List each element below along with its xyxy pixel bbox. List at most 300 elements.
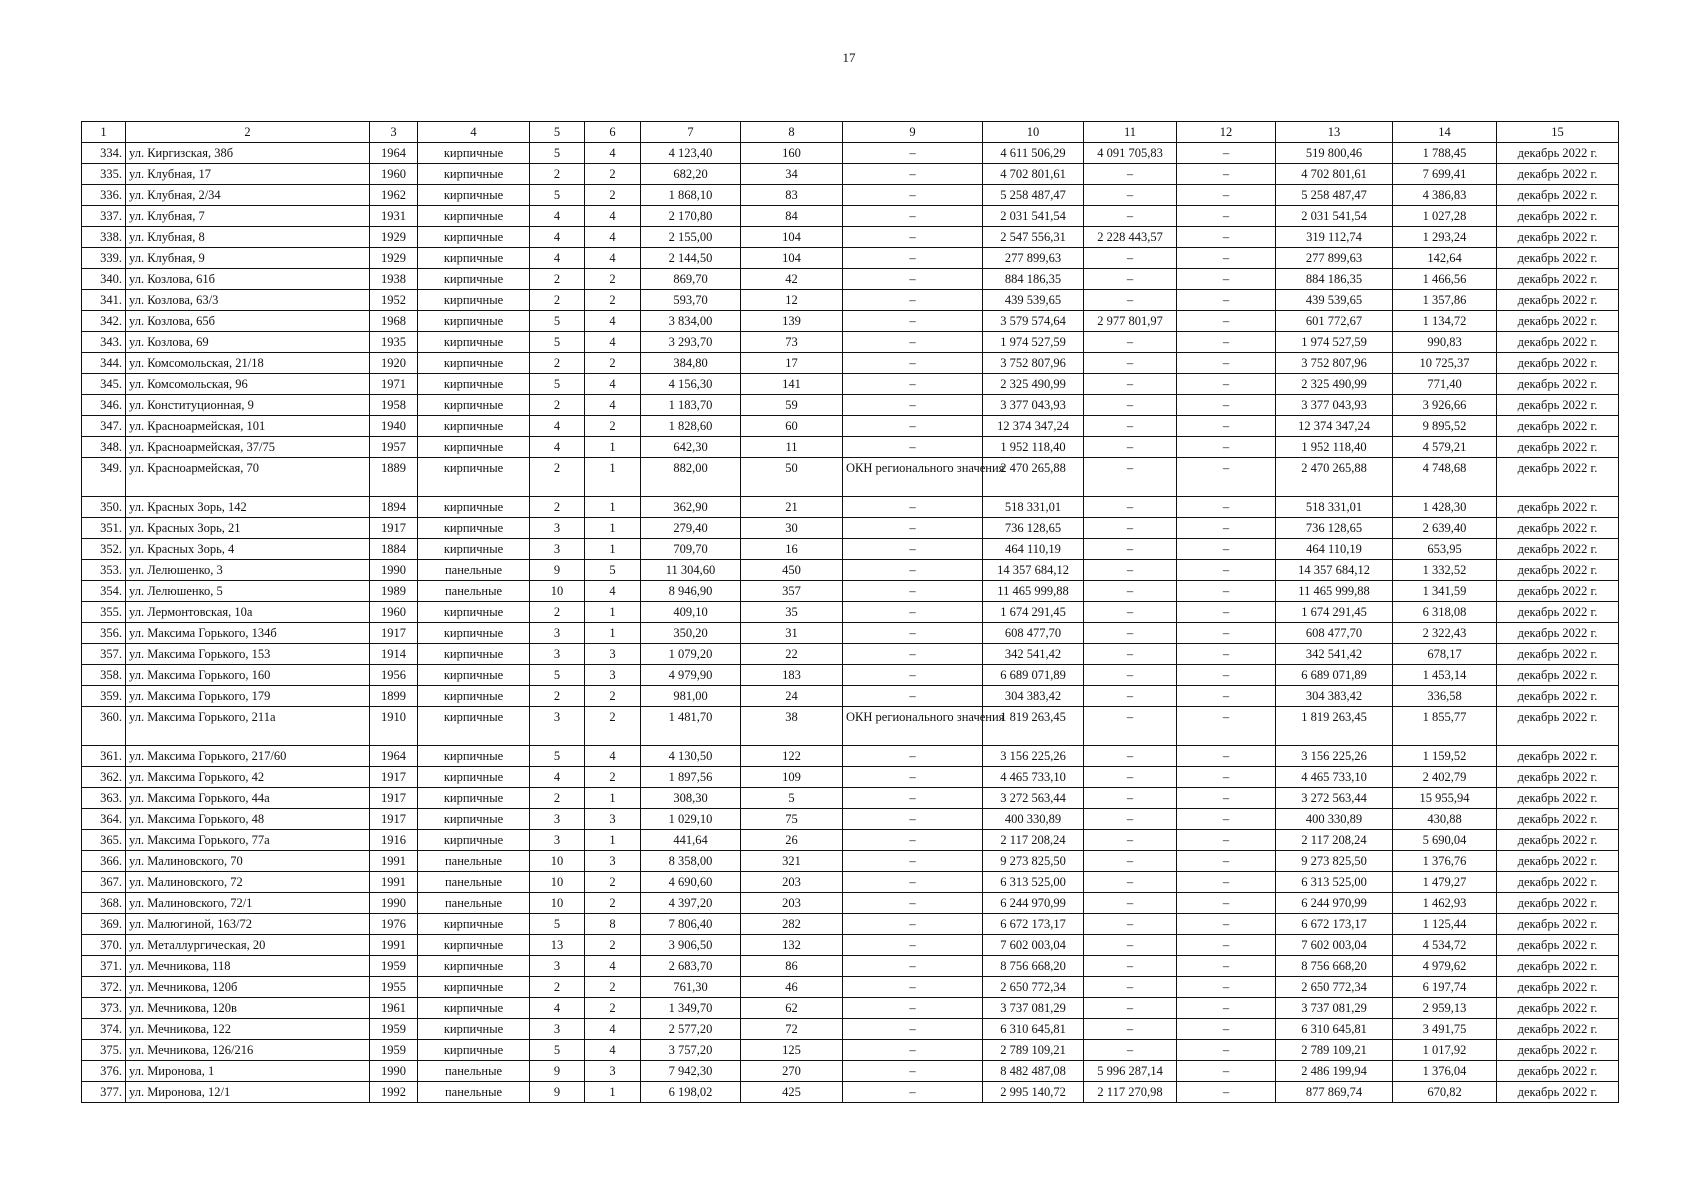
build-year-cell: 1955 [370, 977, 418, 998]
address-cell: ул. Клубная, 7 [126, 206, 370, 227]
build-year-cell: 1959 [370, 956, 418, 977]
build-year-cell: 1940 [370, 416, 418, 437]
wall-material-cell: кирпичные [418, 914, 530, 935]
cost-column-13-cell: 3 737 081,29 [1276, 998, 1393, 1019]
total-cost-cell: 2 995 140,72 [983, 1082, 1084, 1103]
cost-column-11-cell: – [1084, 518, 1177, 539]
cost-per-sqm-cell: 4 579,21 [1393, 437, 1497, 458]
residents-cell: 282 [741, 914, 843, 935]
wall-material-cell: кирпичные [418, 998, 530, 1019]
residents-cell: 17 [741, 353, 843, 374]
entrances-cell: 1 [585, 458, 641, 497]
residents-cell: 72 [741, 1019, 843, 1040]
cost-column-11-cell: 2 117 270,98 [1084, 1082, 1177, 1103]
heritage-status-cell: – [843, 290, 983, 311]
cost-column-12-cell: – [1177, 746, 1276, 767]
entrances-cell: 4 [585, 581, 641, 602]
cost-per-sqm-cell: 2 322,43 [1393, 623, 1497, 644]
total-cost-cell: 8 482 487,08 [983, 1061, 1084, 1082]
build-year-cell: 1917 [370, 623, 418, 644]
table-row [82, 290, 1619, 311]
floors-cell: 5 [530, 374, 585, 395]
build-year-cell: 1991 [370, 872, 418, 893]
residents-cell: 203 [741, 893, 843, 914]
table-row [82, 830, 1619, 851]
table-row [82, 809, 1619, 830]
area-cell: 1 897,56 [641, 767, 741, 788]
area-cell: 4 397,20 [641, 893, 741, 914]
cost-column-12-cell: – [1177, 623, 1276, 644]
cost-column-11-cell: – [1084, 956, 1177, 977]
entrances-cell: 2 [585, 767, 641, 788]
cost-per-sqm-cell: 1 462,93 [1393, 893, 1497, 914]
cost-column-13-cell: 8 756 668,20 [1276, 956, 1393, 977]
address-cell: ул. Максима Горького, 153 [126, 644, 370, 665]
floors-cell: 5 [530, 914, 585, 935]
completion-date-cell: декабрь 2022 г. [1497, 830, 1619, 851]
heritage-status-cell: – [843, 560, 983, 581]
heritage-status-cell: – [843, 830, 983, 851]
cost-column-12-cell: – [1177, 458, 1276, 497]
address-cell: ул. Малиновского, 70 [126, 851, 370, 872]
table-row [82, 665, 1619, 686]
area-cell: 709,70 [641, 539, 741, 560]
heritage-status-cell: – [843, 665, 983, 686]
completion-date-cell: декабрь 2022 г. [1497, 290, 1619, 311]
floors-cell: 2 [530, 686, 585, 707]
entrances-cell: 3 [585, 1061, 641, 1082]
build-year-cell: 1952 [370, 290, 418, 311]
cost-column-13-cell: 6 672 173,17 [1276, 914, 1393, 935]
entrances-cell: 4 [585, 206, 641, 227]
area-cell: 7 806,40 [641, 914, 741, 935]
completion-date-cell: декабрь 2022 г. [1497, 164, 1619, 185]
area-cell: 1 183,70 [641, 395, 741, 416]
cost-column-11-cell: – [1084, 332, 1177, 353]
entrances-cell: 2 [585, 164, 641, 185]
area-cell: 2 683,70 [641, 956, 741, 977]
cost-column-11-cell: – [1084, 374, 1177, 395]
wall-material-cell: кирпичные [418, 746, 530, 767]
total-cost-cell: 884 186,35 [983, 269, 1084, 290]
residents-cell: 60 [741, 416, 843, 437]
cost-column-11-cell: – [1084, 707, 1177, 746]
table-row [82, 206, 1619, 227]
cost-column-13-cell: 1 952 118,40 [1276, 437, 1393, 458]
cost-per-sqm-cell: 2 959,13 [1393, 998, 1497, 1019]
cost-column-11-cell: – [1084, 437, 1177, 458]
address-cell: ул. Лелюшенко, 5 [126, 581, 370, 602]
column-header: 1 [82, 122, 126, 143]
area-cell: 3 757,20 [641, 1040, 741, 1061]
wall-material-cell: кирпичные [418, 269, 530, 290]
wall-material-cell: кирпичные [418, 458, 530, 497]
housing-registry-table [81, 121, 1619, 1103]
row-number-cell: 346. [82, 395, 126, 416]
heritage-status-cell: – [843, 977, 983, 998]
row-number-cell: 355. [82, 602, 126, 623]
floors-cell: 10 [530, 872, 585, 893]
row-number-cell: 336. [82, 185, 126, 206]
cost-column-13-cell: 3 156 225,26 [1276, 746, 1393, 767]
table-row [82, 185, 1619, 206]
table-row [82, 1082, 1619, 1103]
address-cell: ул. Мечникова, 120в [126, 998, 370, 1019]
area-cell: 3 834,00 [641, 311, 741, 332]
total-cost-cell: 14 357 684,12 [983, 560, 1084, 581]
cost-column-11-cell: – [1084, 893, 1177, 914]
cost-column-13-cell: 3 272 563,44 [1276, 788, 1393, 809]
area-cell: 2 144,50 [641, 248, 741, 269]
cost-column-13-cell: 439 539,65 [1276, 290, 1393, 311]
wall-material-cell: кирпичные [418, 977, 530, 998]
cost-column-13-cell: 2 470 265,88 [1276, 458, 1393, 497]
completion-date-cell: декабрь 2022 г. [1497, 374, 1619, 395]
cost-column-11-cell: – [1084, 164, 1177, 185]
cost-per-sqm-cell: 2 402,79 [1393, 767, 1497, 788]
cost-column-12-cell: – [1177, 497, 1276, 518]
wall-material-cell: кирпичные [418, 1040, 530, 1061]
entrances-cell: 5 [585, 560, 641, 581]
cost-column-13-cell: 884 186,35 [1276, 269, 1393, 290]
heritage-status-cell: – [843, 644, 983, 665]
row-number-cell: 364. [82, 809, 126, 830]
residents-cell: 12 [741, 290, 843, 311]
wall-material-cell: кирпичные [418, 206, 530, 227]
build-year-cell: 1929 [370, 248, 418, 269]
table-row [82, 851, 1619, 872]
table-row [82, 935, 1619, 956]
heritage-status-cell: – [843, 206, 983, 227]
address-cell: ул. Максима Горького, 48 [126, 809, 370, 830]
heritage-status-cell: – [843, 1019, 983, 1040]
table-row [82, 788, 1619, 809]
row-number-cell: 369. [82, 914, 126, 935]
cost-column-12-cell: – [1177, 1061, 1276, 1082]
floors-cell: 3 [530, 830, 585, 851]
heritage-status-cell: – [843, 374, 983, 395]
cost-column-11-cell: – [1084, 560, 1177, 581]
completion-date-cell: декабрь 2022 г. [1497, 332, 1619, 353]
residents-cell: 270 [741, 1061, 843, 1082]
total-cost-cell: 736 128,65 [983, 518, 1084, 539]
cost-per-sqm-cell: 4 386,83 [1393, 185, 1497, 206]
wall-material-cell: кирпичные [418, 644, 530, 665]
wall-material-cell: кирпичные [418, 602, 530, 623]
floors-cell: 3 [530, 623, 585, 644]
residents-cell: 62 [741, 998, 843, 1019]
cost-column-13-cell: 14 357 684,12 [1276, 560, 1393, 581]
heritage-status-cell: – [843, 767, 983, 788]
address-cell: ул. Максима Горького, 217/60 [126, 746, 370, 767]
build-year-cell: 1958 [370, 395, 418, 416]
build-year-cell: 1917 [370, 767, 418, 788]
cost-column-11-cell: – [1084, 872, 1177, 893]
residents-cell: 132 [741, 935, 843, 956]
residents-cell: 104 [741, 248, 843, 269]
wall-material-cell: кирпичные [418, 248, 530, 269]
area-cell: 4 156,30 [641, 374, 741, 395]
cost-column-13-cell: 342 541,42 [1276, 644, 1393, 665]
cost-column-11-cell: 5 996 287,14 [1084, 1061, 1177, 1082]
build-year-cell: 1957 [370, 437, 418, 458]
cost-column-13-cell: 1 974 527,59 [1276, 332, 1393, 353]
heritage-status-cell: – [843, 143, 983, 164]
total-cost-cell: 439 539,65 [983, 290, 1084, 311]
heritage-status-cell: – [843, 956, 983, 977]
area-cell: 4 979,90 [641, 665, 741, 686]
cost-per-sqm-cell: 1 293,24 [1393, 227, 1497, 248]
residents-cell: 35 [741, 602, 843, 623]
cost-column-11-cell: – [1084, 998, 1177, 1019]
wall-material-cell: панельные [418, 581, 530, 602]
cost-column-12-cell: – [1177, 977, 1276, 998]
cost-column-11-cell: – [1084, 248, 1177, 269]
heritage-status-cell: – [843, 788, 983, 809]
cost-column-12-cell: – [1177, 809, 1276, 830]
completion-date-cell: декабрь 2022 г. [1497, 416, 1619, 437]
build-year-cell: 1990 [370, 560, 418, 581]
wall-material-cell: кирпичные [418, 290, 530, 311]
cost-column-12-cell: – [1177, 227, 1276, 248]
cost-column-11-cell: – [1084, 935, 1177, 956]
cost-column-12-cell: – [1177, 767, 1276, 788]
address-cell: ул. Максима Горького, 77а [126, 830, 370, 851]
wall-material-cell: кирпичные [418, 935, 530, 956]
cost-column-12-cell: – [1177, 1019, 1276, 1040]
floors-cell: 5 [530, 665, 585, 686]
total-cost-cell: 7 602 003,04 [983, 935, 1084, 956]
residents-cell: 21 [741, 497, 843, 518]
wall-material-cell: панельные [418, 1061, 530, 1082]
entrances-cell: 2 [585, 977, 641, 998]
total-cost-cell: 12 374 347,24 [983, 416, 1084, 437]
floors-cell: 5 [530, 332, 585, 353]
heritage-status-cell: – [843, 185, 983, 206]
cost-per-sqm-cell: 1 017,92 [1393, 1040, 1497, 1061]
cost-per-sqm-cell: 6 197,74 [1393, 977, 1497, 998]
cost-column-12-cell: – [1177, 686, 1276, 707]
build-year-cell: 1935 [370, 332, 418, 353]
entrances-cell: 2 [585, 872, 641, 893]
total-cost-cell: 1 974 527,59 [983, 332, 1084, 353]
cost-column-12-cell: – [1177, 185, 1276, 206]
residents-cell: 125 [741, 1040, 843, 1061]
heritage-status-cell: – [843, 1061, 983, 1082]
cost-column-13-cell: 608 477,70 [1276, 623, 1393, 644]
cost-column-12-cell: – [1177, 914, 1276, 935]
area-cell: 441,64 [641, 830, 741, 851]
total-cost-cell: 464 110,19 [983, 539, 1084, 560]
floors-cell: 2 [530, 602, 585, 623]
residents-cell: 104 [741, 227, 843, 248]
cost-column-12-cell: – [1177, 437, 1276, 458]
cost-column-12-cell: – [1177, 935, 1276, 956]
heritage-status-cell: – [843, 623, 983, 644]
cost-column-12-cell: – [1177, 893, 1276, 914]
entrances-cell: 4 [585, 746, 641, 767]
area-cell: 279,40 [641, 518, 741, 539]
cost-per-sqm-cell: 4 534,72 [1393, 935, 1497, 956]
residents-cell: 425 [741, 1082, 843, 1103]
column-header: 7 [641, 122, 741, 143]
completion-date-cell: декабрь 2022 г. [1497, 914, 1619, 935]
area-cell: 3 293,70 [641, 332, 741, 353]
table-row [82, 539, 1619, 560]
cost-per-sqm-cell: 6 318,08 [1393, 602, 1497, 623]
entrances-cell: 3 [585, 809, 641, 830]
table-row [82, 893, 1619, 914]
build-year-cell: 1976 [370, 914, 418, 935]
heritage-status-cell: – [843, 893, 983, 914]
entrances-cell: 2 [585, 353, 641, 374]
floors-cell: 9 [530, 560, 585, 581]
address-cell: ул. Клубная, 9 [126, 248, 370, 269]
entrances-cell: 2 [585, 707, 641, 746]
area-cell: 2 577,20 [641, 1019, 741, 1040]
total-cost-cell: 11 465 999,88 [983, 581, 1084, 602]
area-cell: 882,00 [641, 458, 741, 497]
table-row [82, 686, 1619, 707]
table-row [82, 395, 1619, 416]
row-number-cell: 334. [82, 143, 126, 164]
entrances-cell: 3 [585, 665, 641, 686]
row-number-cell: 342. [82, 311, 126, 332]
total-cost-cell: 2 325 490,99 [983, 374, 1084, 395]
floors-cell: 3 [530, 539, 585, 560]
cost-column-13-cell: 4 702 801,61 [1276, 164, 1393, 185]
area-cell: 981,00 [641, 686, 741, 707]
area-cell: 1 828,60 [641, 416, 741, 437]
completion-date-cell: декабрь 2022 г. [1497, 977, 1619, 998]
table-row [82, 437, 1619, 458]
wall-material-cell: кирпичные [418, 164, 530, 185]
residents-cell: 73 [741, 332, 843, 353]
total-cost-cell: 3 272 563,44 [983, 788, 1084, 809]
residents-cell: 75 [741, 809, 843, 830]
area-cell: 6 198,02 [641, 1082, 741, 1103]
area-cell: 869,70 [641, 269, 741, 290]
area-cell: 8 358,00 [641, 851, 741, 872]
completion-date-cell: декабрь 2022 г. [1497, 686, 1619, 707]
area-cell: 350,20 [641, 623, 741, 644]
entrances-cell: 1 [585, 539, 641, 560]
table-row [82, 143, 1619, 164]
floors-cell: 10 [530, 581, 585, 602]
entrances-cell: 8 [585, 914, 641, 935]
area-cell: 1 079,20 [641, 644, 741, 665]
table-row [82, 227, 1619, 248]
cost-column-11-cell: – [1084, 290, 1177, 311]
cost-column-11-cell: – [1084, 686, 1177, 707]
cost-per-sqm-cell: 1 159,52 [1393, 746, 1497, 767]
table-row [82, 518, 1619, 539]
address-cell: ул. Мечникова, 120б [126, 977, 370, 998]
column-header: 6 [585, 122, 641, 143]
build-year-cell: 1956 [370, 665, 418, 686]
total-cost-cell: 277 899,63 [983, 248, 1084, 269]
address-cell: ул. Максима Горького, 211а [126, 707, 370, 746]
cost-column-12-cell: – [1177, 374, 1276, 395]
wall-material-cell: кирпичные [418, 623, 530, 644]
cost-per-sqm-cell: 10 725,37 [1393, 353, 1497, 374]
address-cell: ул. Лермонтовская, 10а [126, 602, 370, 623]
address-cell: ул. Козлова, 61б [126, 269, 370, 290]
total-cost-cell: 1 674 291,45 [983, 602, 1084, 623]
row-number-cell: 377. [82, 1082, 126, 1103]
cost-column-11-cell: – [1084, 581, 1177, 602]
row-number-cell: 343. [82, 332, 126, 353]
cost-column-12-cell: – [1177, 143, 1276, 164]
row-number-cell: 358. [82, 665, 126, 686]
wall-material-cell: кирпичные [418, 143, 530, 164]
cost-column-13-cell: 6 689 071,89 [1276, 665, 1393, 686]
row-number-cell: 374. [82, 1019, 126, 1040]
completion-date-cell: декабрь 2022 г. [1497, 248, 1619, 269]
table-row [82, 707, 1619, 746]
address-cell: ул. Красноармейская, 70 [126, 458, 370, 497]
row-number-cell: 354. [82, 581, 126, 602]
cost-column-13-cell: 6 310 645,81 [1276, 1019, 1393, 1040]
table-row [82, 767, 1619, 788]
area-cell: 8 946,90 [641, 581, 741, 602]
completion-date-cell: декабрь 2022 г. [1497, 998, 1619, 1019]
table-row [82, 560, 1619, 581]
cost-column-11-cell: – [1084, 497, 1177, 518]
floors-cell: 13 [530, 935, 585, 956]
residents-cell: 31 [741, 623, 843, 644]
build-year-cell: 1889 [370, 458, 418, 497]
cost-column-11-cell: – [1084, 416, 1177, 437]
cost-column-11-cell: – [1084, 458, 1177, 497]
table-row [82, 602, 1619, 623]
completion-date-cell: декабрь 2022 г. [1497, 809, 1619, 830]
total-cost-cell: 3 377 043,93 [983, 395, 1084, 416]
entrances-cell: 3 [585, 644, 641, 665]
cost-column-13-cell: 319 112,74 [1276, 227, 1393, 248]
entrances-cell: 3 [585, 851, 641, 872]
heritage-status-cell: – [843, 395, 983, 416]
cost-column-13-cell: 7 602 003,04 [1276, 935, 1393, 956]
cost-column-13-cell: 736 128,65 [1276, 518, 1393, 539]
entrances-cell: 4 [585, 227, 641, 248]
cost-column-13-cell: 4 465 733,10 [1276, 767, 1393, 788]
build-year-cell: 1894 [370, 497, 418, 518]
build-year-cell: 1964 [370, 143, 418, 164]
cost-column-13-cell: 1 674 291,45 [1276, 602, 1393, 623]
floors-cell: 2 [530, 290, 585, 311]
build-year-cell: 1964 [370, 746, 418, 767]
cost-column-11-cell: – [1084, 602, 1177, 623]
entrances-cell: 4 [585, 956, 641, 977]
floors-cell: 3 [530, 956, 585, 977]
floors-cell: 5 [530, 746, 585, 767]
total-cost-cell: 9 273 825,50 [983, 851, 1084, 872]
address-cell: ул. Максима Горького, 44а [126, 788, 370, 809]
cost-column-11-cell: – [1084, 353, 1177, 374]
heritage-status-cell: – [843, 227, 983, 248]
entrances-cell: 1 [585, 437, 641, 458]
cost-per-sqm-cell: 670,82 [1393, 1082, 1497, 1103]
completion-date-cell: декабрь 2022 г. [1497, 581, 1619, 602]
entrances-cell: 4 [585, 374, 641, 395]
build-year-cell: 1991 [370, 851, 418, 872]
heritage-status-cell: – [843, 332, 983, 353]
cost-column-13-cell: 5 258 487,47 [1276, 185, 1393, 206]
residents-cell: 24 [741, 686, 843, 707]
residents-cell: 321 [741, 851, 843, 872]
table-row [82, 248, 1619, 269]
